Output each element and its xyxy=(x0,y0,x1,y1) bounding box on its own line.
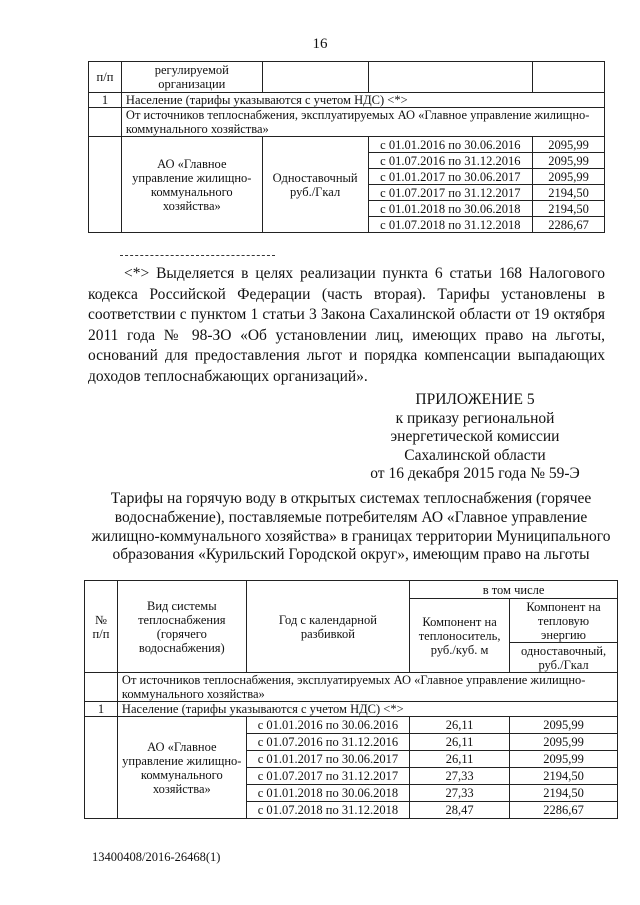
period: с 01.01.2017 по 30.06.2017 xyxy=(368,169,532,185)
tariff-value: 2095,99 xyxy=(533,137,605,153)
period: с 01.01.2017 по 30.06.2017 xyxy=(246,751,409,768)
appendix-title: ПРИЛОЖЕНИЕ 5 xyxy=(415,391,535,408)
period: с 01.01.2018 по 30.06.2018 xyxy=(368,201,532,217)
energy-value: 2194,50 xyxy=(510,785,618,802)
group-label: Население (тарифы указываются с учетом НДС) <*> xyxy=(121,93,604,108)
empty-cell xyxy=(85,673,118,702)
group-row xyxy=(85,702,618,717)
source-row xyxy=(89,108,605,137)
document-id: 13400408/2016-26468(1) xyxy=(92,850,221,864)
energy-value: 2095,99 xyxy=(510,717,618,734)
header-energy-unit: одноставочный, руб./Гкал xyxy=(510,643,618,673)
section-heading: Тарифы на горячую воду в открытых системах теплоснабжения (горячее водоснабжение), поставляемые потребителям АО «Главное управление жилищно-коммунального хозяйства» в границах территории Муниципального образования «Курильский Городской округ», имеющим право на льготы xyxy=(91,490,611,564)
empty-cell xyxy=(89,108,122,137)
header-carrier: Компонент на теплоноситель, руб./куб. м xyxy=(410,599,510,673)
header-year: Год с календарной разбивкой xyxy=(246,581,409,673)
appendix-line: Сахалинской области xyxy=(404,446,546,464)
footnote-text: <*> Выделяется в целях реализации пункта 6 статьи 168 Налогового кодекса Российской Федерации (часть вторая). Тарифы установлены в соответствии с пунктом 1 статьи 3 Закона Сахалинской области от 19 октября 2011 года № 98-ЗО «Об установлении лиц, имеющих право на льготы, оснований для предоставления льгот и порядка компенсации выпадающих доходов теплоснабжающих организаций». xyxy=(88,265,605,385)
header-organization: регулируемой организации xyxy=(121,62,262,93)
footnote-separator xyxy=(120,255,275,256)
appendix-line: энергетической комиссии xyxy=(390,428,560,445)
tariff-value: 2194,50 xyxy=(533,185,605,201)
table-row xyxy=(85,717,618,734)
carrier-value: 26,11 xyxy=(410,734,510,751)
period: с 01.01.2016 по 30.06.2016 xyxy=(246,717,409,734)
header-num: № п/п xyxy=(85,581,118,673)
empty-cell xyxy=(85,717,118,819)
group-row xyxy=(89,93,605,108)
tariff-value: 2194,50 xyxy=(533,201,605,217)
header-including: в том числе xyxy=(410,581,618,599)
tariff-table-hot-water xyxy=(84,580,618,819)
organization-name: АО «Главное управление жилищно-коммунального хозяйства» xyxy=(121,137,262,233)
period: с 01.07.2017 по 31.12.2017 xyxy=(368,185,532,201)
header-num: п/п xyxy=(89,62,122,93)
tariff-value: 2095,99 xyxy=(533,169,605,185)
energy-value: 2194,50 xyxy=(510,768,618,785)
tariff-type: Одноставочный руб./Гкал xyxy=(262,137,368,233)
source-label: От источников теплоснабжения, эксплуатируемых АО «Главное управление жилищно-коммунального хозяйства» xyxy=(117,673,617,702)
source-label: От источников теплоснабжения, эксплуатируемых АО «Главное управление жилищно-коммунального хозяйства» xyxy=(121,108,604,137)
row-number: 1 xyxy=(89,93,122,108)
energy-value: 2286,67 xyxy=(510,802,618,819)
row-number: 1 xyxy=(85,702,118,717)
organization-name: АО «Главное управление жилищно-коммунального хозяйства» xyxy=(117,717,246,819)
period: с 01.07.2016 по 31.12.2016 xyxy=(246,734,409,751)
carrier-value: 28,47 xyxy=(410,802,510,819)
period: с 01.07.2018 по 31.12.2018 xyxy=(246,802,409,819)
table-header-continuation xyxy=(89,62,605,93)
header-energy: Компонент на тепловую энергию xyxy=(510,599,618,643)
carrier-value: 27,33 xyxy=(410,768,510,785)
carrier-value: 26,11 xyxy=(410,717,510,734)
period: с 01.01.2016 по 30.06.2016 xyxy=(368,137,532,153)
period: с 01.07.2016 по 31.12.2016 xyxy=(368,153,532,169)
tariff-value: 2095,99 xyxy=(533,153,605,169)
tariff-value: 2286,67 xyxy=(533,217,605,233)
energy-value: 2095,99 xyxy=(510,734,618,751)
carrier-value: 26,11 xyxy=(410,751,510,768)
header-empty xyxy=(533,62,605,93)
period: с 01.01.2018 по 30.06.2018 xyxy=(246,785,409,802)
header-empty xyxy=(262,62,368,93)
source-row xyxy=(85,673,618,702)
appendix-line: к приказу региональной xyxy=(395,409,555,427)
empty-cell xyxy=(89,137,122,233)
header-empty xyxy=(368,62,532,93)
table-header-row xyxy=(85,581,618,599)
energy-value: 2095,99 xyxy=(510,751,618,768)
period: с 01.07.2018 по 31.12.2018 xyxy=(368,217,532,233)
tariff-table-heat xyxy=(88,61,605,233)
carrier-value: 27,33 xyxy=(410,785,510,802)
footnote xyxy=(88,264,605,387)
table-row xyxy=(89,137,605,153)
appendix-line: от 16 декабря 2015 года № 59-Э xyxy=(370,465,580,482)
group-label: Население (тарифы указываются с учетом НДС) <*> xyxy=(117,702,617,717)
appendix-block xyxy=(350,391,600,484)
header-system: Вид системы теплоснабжения (горячего водоснабжения) xyxy=(117,581,246,673)
page-number: 16 xyxy=(312,36,328,52)
period: с 01.07.2017 по 31.12.2017 xyxy=(246,768,409,785)
